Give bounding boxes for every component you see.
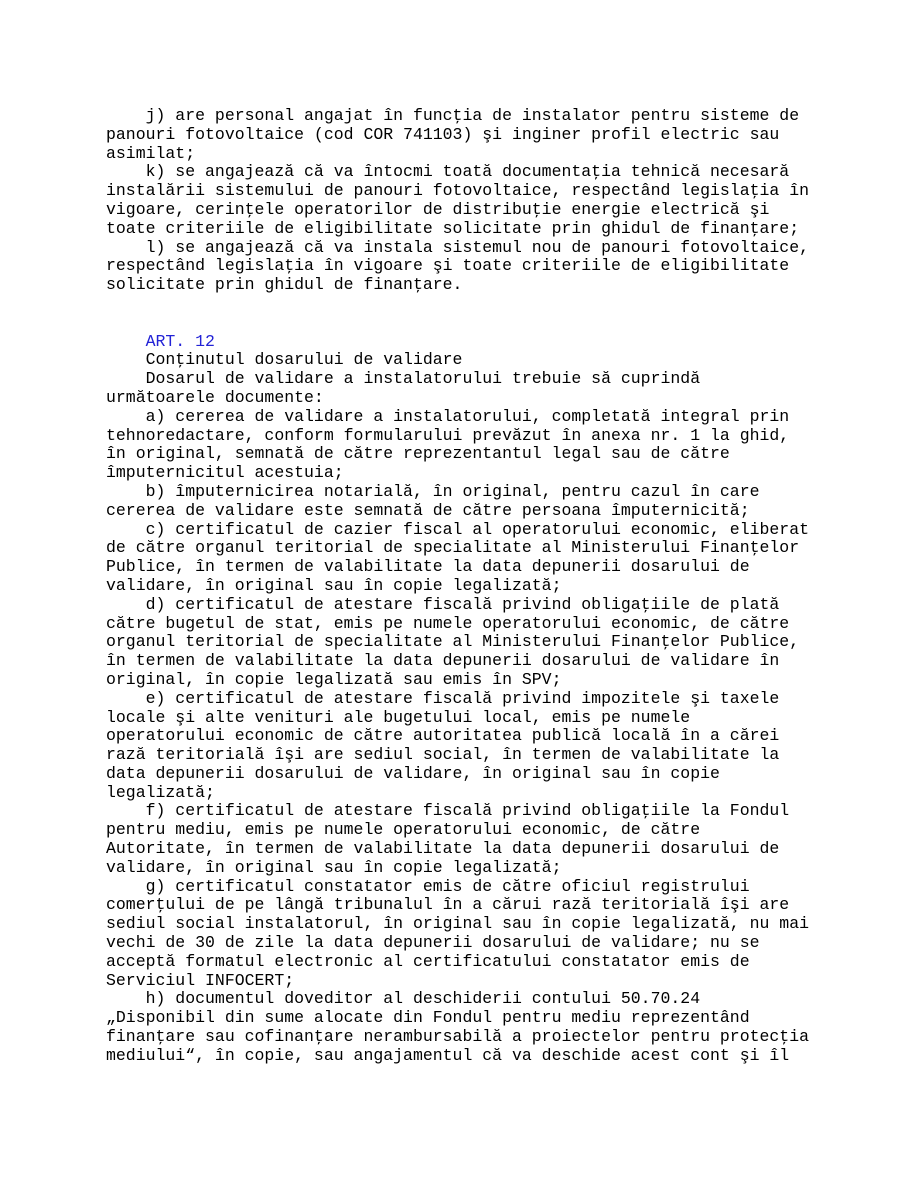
text-line: instalării sistemului de panouri fotovoltaice, respectând legislaţia în <box>106 181 810 201</box>
text-line: k) se angajează că va întocmi toată documentaţia tehnică necesară <box>106 162 790 182</box>
text-line: pentru mediu, emis pe numele operatorului economic, de către <box>106 820 701 840</box>
text-line: finanţare sau cofinanţare nerambursabilă a proiectelor pentru protecţia <box>106 1027 810 1047</box>
text-line: operatorului economic de către autoritatea publică locală în a cărei <box>106 726 780 746</box>
text-line: l) se angajează că va instala sistemul nou de panouri fotovoltaice, <box>106 237 810 257</box>
text-line: cererea de validare este semnată de către persoana împuternicită; <box>106 500 750 520</box>
text-line: sediul social instalatorul, în original sau în copie legalizată, nu mai <box>106 914 810 934</box>
text-line: asimilat; <box>106 143 196 163</box>
text-line: data depunerii dosarului de validare, în original sau în copie <box>106 763 720 783</box>
text-line: b) împuternicirea notarială, în original, pentru cazul în care <box>106 481 760 501</box>
text-line: toate criteriile de eligibilitate solicitate prin ghidul de finanţare; <box>106 218 800 238</box>
paragraph-item-a <box>106 408 846 483</box>
paragraph-item-k <box>106 163 846 238</box>
text-line: Publice, în termen de valabilitate la data depunerii dosarului de <box>106 557 750 577</box>
paragraph-item-g <box>106 878 846 991</box>
article-number-link[interactable]: ART. 12 <box>106 331 215 351</box>
text-line: j) are personal angajat în funcţia de instalator pentru sisteme de <box>106 106 800 125</box>
article-intro <box>106 370 846 408</box>
text-line: g) certificatul constatator emis de către oficiul registrului <box>106 876 750 896</box>
text-line: de către organul teritorial de specialitate al Ministerului Finanţelor <box>106 538 800 558</box>
text-line: rază teritorială îşi are sediul social, în termen de valabilitate la <box>106 745 780 765</box>
text-line: „Disponibil din sume alocate din Fondul pentru mediu reprezentând <box>106 1008 750 1028</box>
text-line: h) documentul doveditor al deschiderii contului 50.70.24 <box>106 989 701 1009</box>
text-line: Serviciul INFOCERT; <box>106 970 295 990</box>
text-line: solicitate prin ghidul de finanţare. <box>106 275 463 295</box>
text-line: împuternicitul acestuia; <box>106 463 344 483</box>
text-line: în original, semnată de către reprezentantul legal sau de către <box>106 444 730 464</box>
text-line: d) certificatul de atestare fiscală privind obligaţiile de plată <box>106 594 780 614</box>
text-line: respectând legislaţia în vigoare şi toate criteriile de eligibilitate <box>106 256 790 276</box>
spacer <box>106 295 846 333</box>
text-line: f) certificatul de atestare fiscală privind obligaţiile la Fondul <box>106 801 790 821</box>
text-line: validare, în original sau în copie legalizată; <box>106 575 562 595</box>
text-line: locale şi alte venituri ale bugetului local, emis pe numele <box>106 707 691 727</box>
text-line: mediului“, în copie, sau angajamentul că va deschide acest cont şi îl <box>106 1045 790 1065</box>
text-line: Autoritate, în termen de valabilitate la data depunerii dosarului de <box>106 839 780 859</box>
text-line: tehnoredactare, conform formularului prevăzut în anexa nr. 1 la ghid, <box>106 425 790 445</box>
paragraph-item-j <box>106 107 846 163</box>
text-line: în termen de valabilitate la data depunerii dosarului de validare în <box>106 651 780 671</box>
text-line: validare, în original sau în copie legalizată; <box>106 857 562 877</box>
text-line: e) certificatul de atestare fiscală privind impozitele şi taxele <box>106 688 780 708</box>
text-line: Dosarul de validare a instalatorului trebuie să cuprindă <box>106 369 701 389</box>
paragraph-item-b <box>106 483 846 521</box>
text-line: organul teritorial de specialitate al Ministerului Finanţelor Publice, <box>106 632 800 652</box>
paragraph-item-h <box>106 990 846 1065</box>
text-line: c) certificatul de cazier fiscal al operatorului economic, eliberat <box>106 519 810 539</box>
text-line: legalizată; <box>106 782 215 802</box>
text-line: următoarele documente: <box>106 387 324 407</box>
text-line: vechi de 30 de zile la data depunerii dosarului de validare; nu se <box>106 933 760 953</box>
text-line: a) cererea de validare a instalatorului, completată integral prin <box>106 406 790 426</box>
paragraph-item-d <box>106 596 846 690</box>
text-line: comerţului de pe lângă tribunalul în a cărui rază teritorială îşi are <box>106 895 790 915</box>
text-line: vigoare, cerinţele operatorilor de distribuţie energie electrică şi <box>106 199 770 219</box>
paragraph-item-l <box>106 239 846 295</box>
text-line: acceptă formatul electronic al certificatului constatator emis de <box>106 951 750 971</box>
paragraph-item-f <box>106 802 846 877</box>
paragraph-item-c <box>106 521 846 596</box>
text-line: către bugetul de stat, emis pe numele operatorului economic, de către <box>106 613 790 633</box>
text-line: panouri fotovoltaice (cod COR 741103) şi inginer profil electric sau <box>106 124 780 144</box>
article-title: Conţinutul dosarului de validare <box>106 350 463 370</box>
document-body <box>106 107 846 1066</box>
paragraph-item-e <box>106 690 846 803</box>
text-line: original, în copie legalizată sau emis în SPV; <box>106 669 562 689</box>
